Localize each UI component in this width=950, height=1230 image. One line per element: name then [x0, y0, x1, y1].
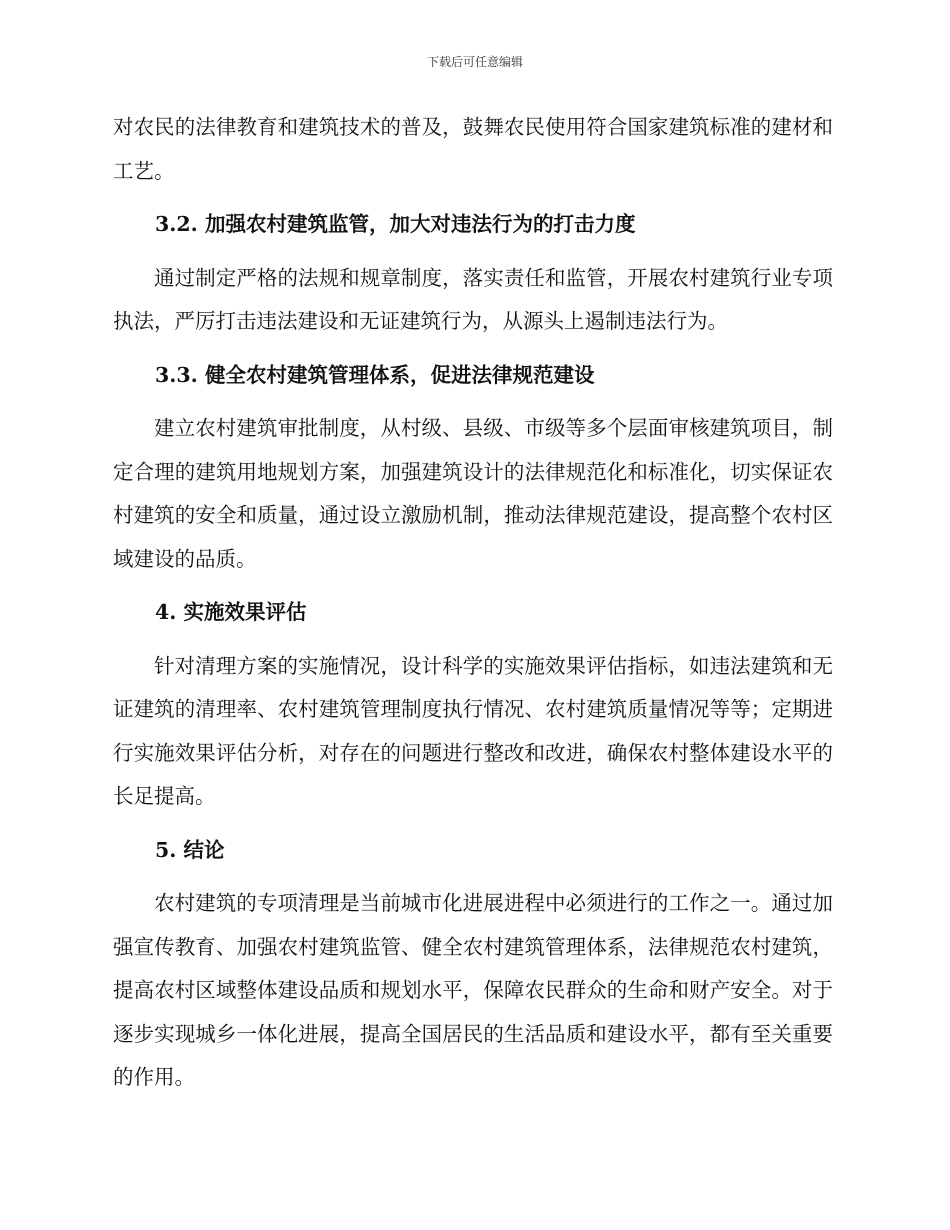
section-heading-4: 4. 实施效果评估	[155, 600, 307, 624]
paragraph-continued: 对农民的法律教育和建筑技术的普及，鼓舞农民使用符合国家建筑标准的建材和工艺。	[113, 115, 833, 183]
page-header: 下载后可任意编辑	[426, 55, 523, 69]
section-heading-3-2: 3.2. 加强农村建筑监管，加大对违法行为的打击力度	[155, 212, 636, 236]
document-body	[113, 106, 833, 1100]
section-heading-5: 5. 结论	[155, 837, 225, 862]
paragraph-4: 针对清理方案的实施情况，设计科学的实施效果评估指标，如违法建筑和无证建筑的清理率、农村建筑管理制度执行情况、农村建筑质量情况等等；定期进行实施效果评估分析，对存在的问题进行整改和改进，确保农村整体建设水平的长足提高。	[113, 653, 833, 808]
paragraph-5: 农村建筑的专项清理是当前城市化进展进程中必须进行的工作之一。通过加强宣传教育、加强农村建筑监管、健全农村建筑管理体系，法律规范农村建筑，提高农村区域整体建设品质和规划水平，保障农民群众的生命和财产安全。对于逐步实现城乡一体化进展，提高全国居民的生活品质和建设水平，都有至关重要的作用。	[113, 891, 833, 1089]
section-heading-3-3: 3.3. 健全农村建筑管理体系，促进法律规范建设	[155, 362, 595, 387]
paragraph-3-3: 建立农村建筑审批制度，从村级、县级、市级等多个层面审核建筑项目，制定合理的建筑用地规划方案，加强建筑设计的法律规范化和标准化，切实保证农村建筑的安全和质量，通过设立激励机制，推动法律规范建设，提高整个农村区域建设的品质。	[113, 416, 833, 571]
paragraph-3-2: 通过制定严格的法规和规章制度，落实责任和监管，开展农村建筑行业专项执法，严厉打击违法建设和无证建筑行为，从源头上遏制违法行为。	[113, 265, 833, 333]
